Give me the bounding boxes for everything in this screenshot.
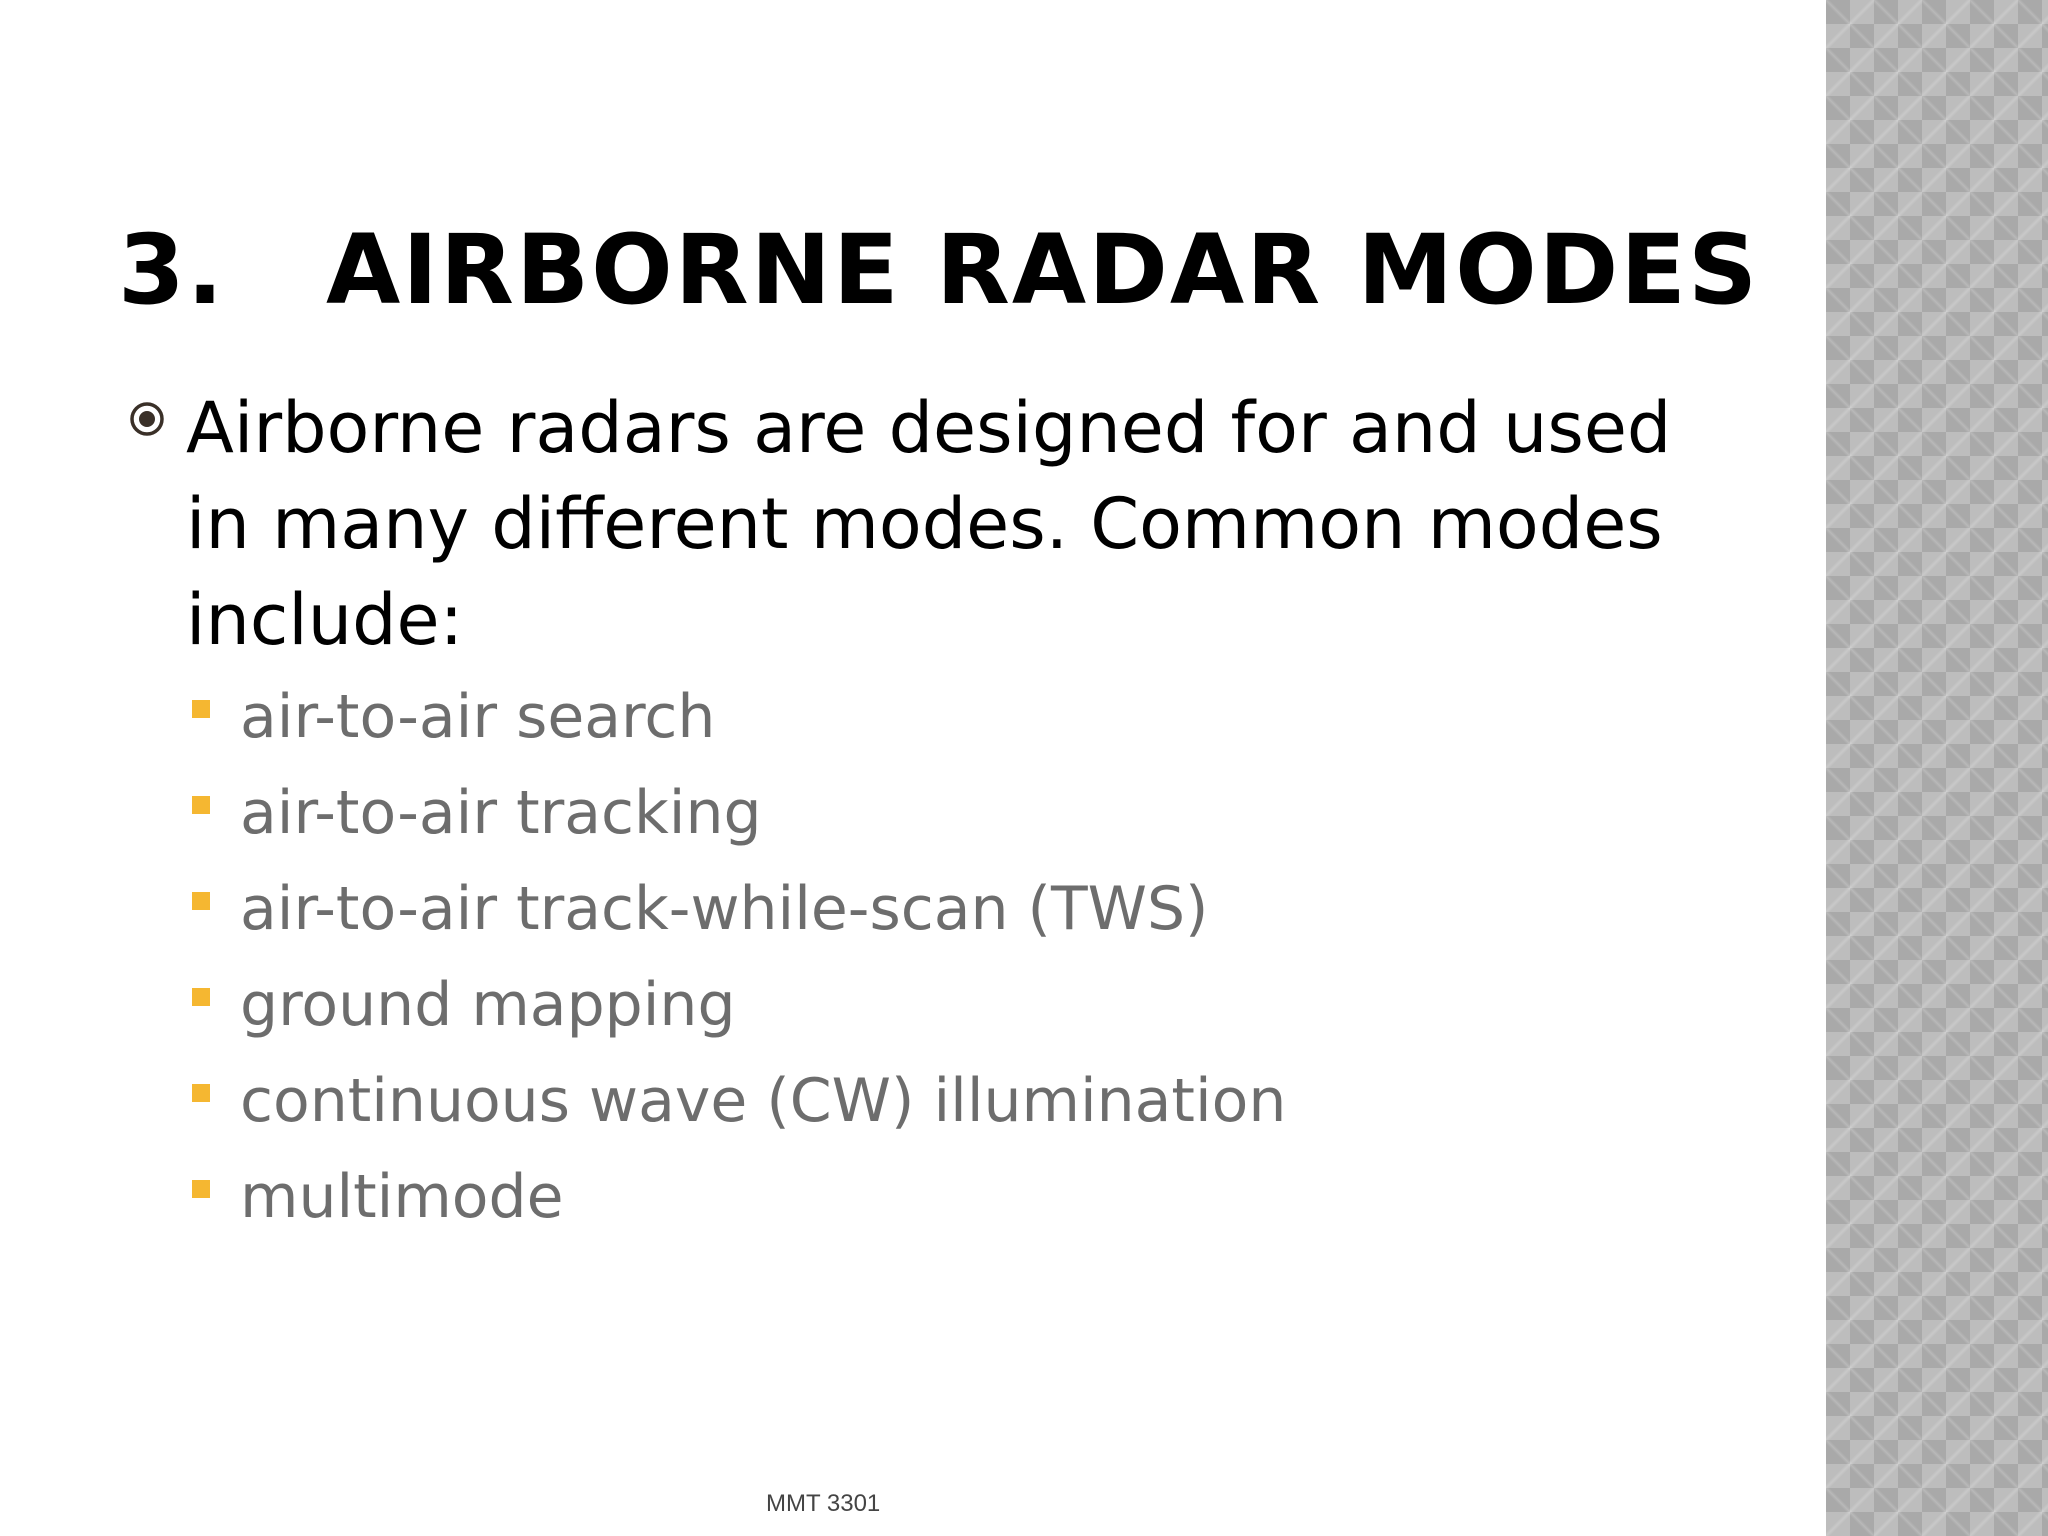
main-point-text: Airborne radars are designed for and used in many different modes. Common modes include: (186, 387, 1672, 661)
square-bullet-icon (192, 892, 210, 910)
title-text: AIRBORNE RADAR MODES (326, 214, 1760, 326)
list-item (192, 1060, 1286, 1156)
list-item (192, 868, 1286, 964)
list-item (192, 964, 1286, 1060)
list-item-label: air-to-air tracking (240, 778, 762, 848)
list-item (192, 772, 1286, 868)
list-item (192, 676, 1286, 772)
decorative-side-panel (1826, 0, 2048, 1536)
square-bullet-icon (192, 1180, 210, 1198)
list-item-label: air-to-air track-while-scan (TWS) (240, 874, 1209, 944)
list-item (192, 1156, 1286, 1252)
title-number: 3. (118, 214, 226, 326)
square-bullet-icon (192, 1084, 210, 1102)
list-item-label: multimode (240, 1162, 564, 1232)
list-item-label: air-to-air search (240, 682, 716, 752)
square-bullet-icon (192, 988, 210, 1006)
slide-title (118, 210, 1759, 330)
list-item-label: continuous wave (CW) illumination (240, 1066, 1287, 1136)
mode-list (192, 676, 1286, 1252)
list-item-label: ground mapping (240, 970, 736, 1040)
main-bullet-point (128, 380, 1728, 668)
square-bullet-icon (192, 700, 210, 718)
slide-footer: MMT 3301 (766, 1490, 881, 1517)
square-bullet-icon (192, 796, 210, 814)
circle-dot-icon (128, 400, 166, 438)
